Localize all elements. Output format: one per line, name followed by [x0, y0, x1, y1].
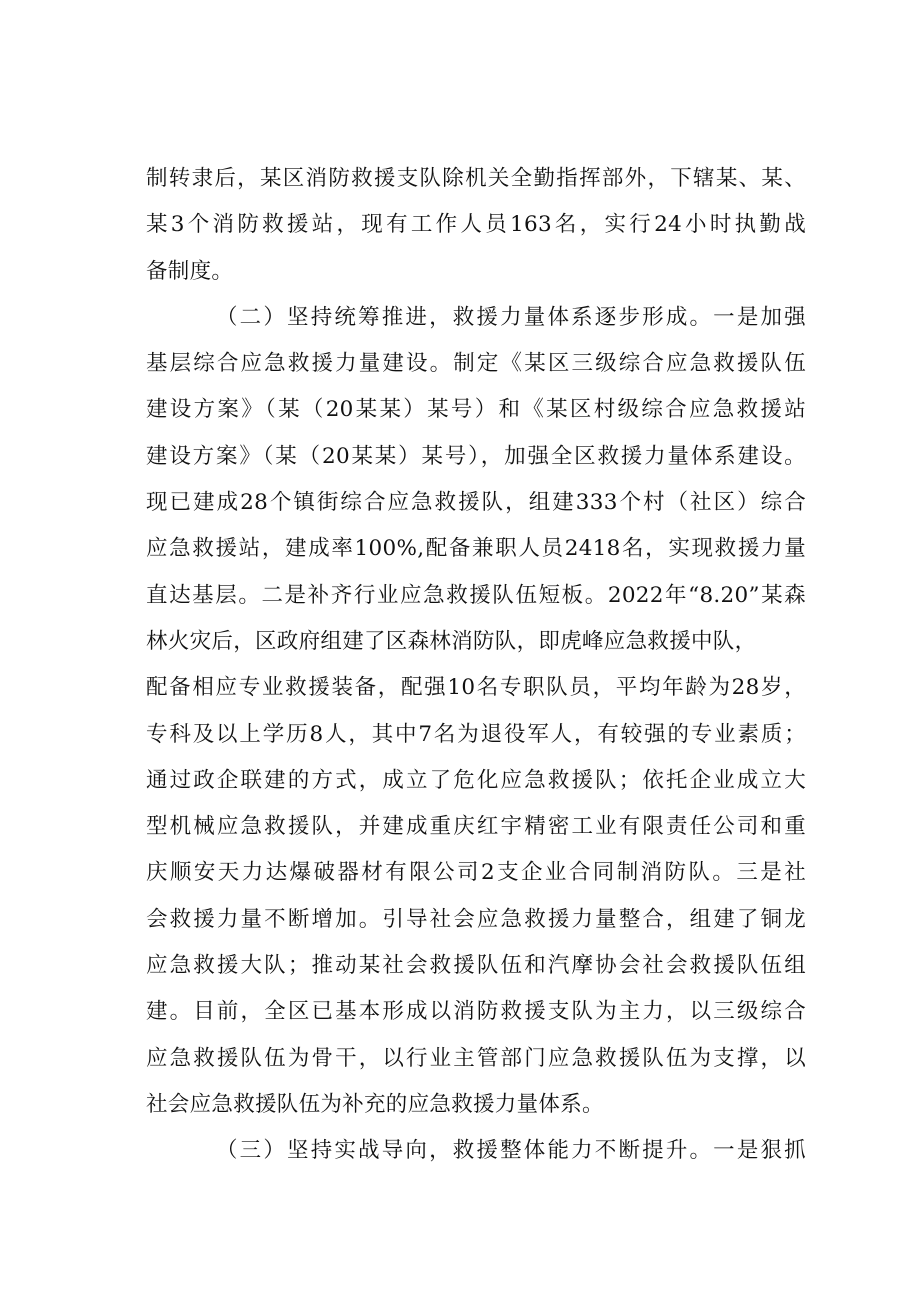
text-line: （三）坚持实战导向，救援整体能力不断提升。一是狠抓 — [216, 1138, 806, 1164]
text-line: 配备相应专业救援装备，配强10名专职队员，平均年龄为28岁， — [146, 675, 806, 701]
text-line: 建设方案》（某（20某某）某号），加强全区救援力量体系建设。 — [146, 443, 806, 469]
text-line: 应急救援大队；推动某社会救援队伍和汽摩协会社会救援队伍组 — [146, 953, 806, 979]
text-line: 建。目前，全区已基本形成以消防救援支队为主力，以三级综合 — [146, 999, 806, 1025]
text-line: 通过政企联建的方式，成立了危化应急救援队；依托企业成立大 — [146, 767, 806, 793]
text-line: 应急救援站，建成率100%,配备兼职人员2418名，实现救援力量 — [146, 536, 806, 562]
text-line: 制转隶后，某区消防救援支队除机关全勤指挥部外，下辖某、某、 — [146, 166, 806, 191]
text-line: 建设方案》（某（20某某）某号）和《某区村级综合应急救援站 — [146, 397, 806, 423]
text-line: （二）坚持统筹推进，救援力量体系逐步形成。一是加强 — [216, 304, 806, 330]
text-line: 应急救援队伍为骨干，以行业主管部门应急救援队伍为支撑，以 — [146, 1045, 806, 1071]
text-line: 现已建成28个镇街综合应急救援队，组建333个村（社区）综合 — [146, 490, 806, 516]
text-line: 备制度。 — [146, 258, 234, 284]
text-line: 林火灾后，区政府组建了区森林消防队，即虎峰应急救援中队， — [146, 628, 757, 654]
text-line: 某3个消防救援站，现有工作人员163名，实行24小时执勤战 — [146, 212, 806, 238]
text-line: 会救援力量不断增加。引导社会应急救援力量整合，组建了铜龙 — [146, 906, 806, 932]
text-line: 社会应急救援队伍为补充的应急救援力量体系。 — [146, 1091, 604, 1117]
body-text — [146, 156, 806, 1175]
text-line: 基层综合应急救援力量建设。制定《某区三级综合应急救援队伍 — [146, 351, 806, 377]
text-line: 庆顺安天力达爆破器材有限公司2支企业合同制消防队。三是社 — [146, 860, 806, 886]
text-line: 型机械应急救援队，并建成重庆红宇精密工业有限责任公司和重 — [146, 814, 806, 840]
text-line: 专科及以上学历8人，其中7名为退役军人，有较强的专业素质； — [146, 721, 806, 747]
text-line: 直达基层。二是补齐行业应急救援队伍短板。2022年“8.20”某森 — [146, 582, 806, 608]
